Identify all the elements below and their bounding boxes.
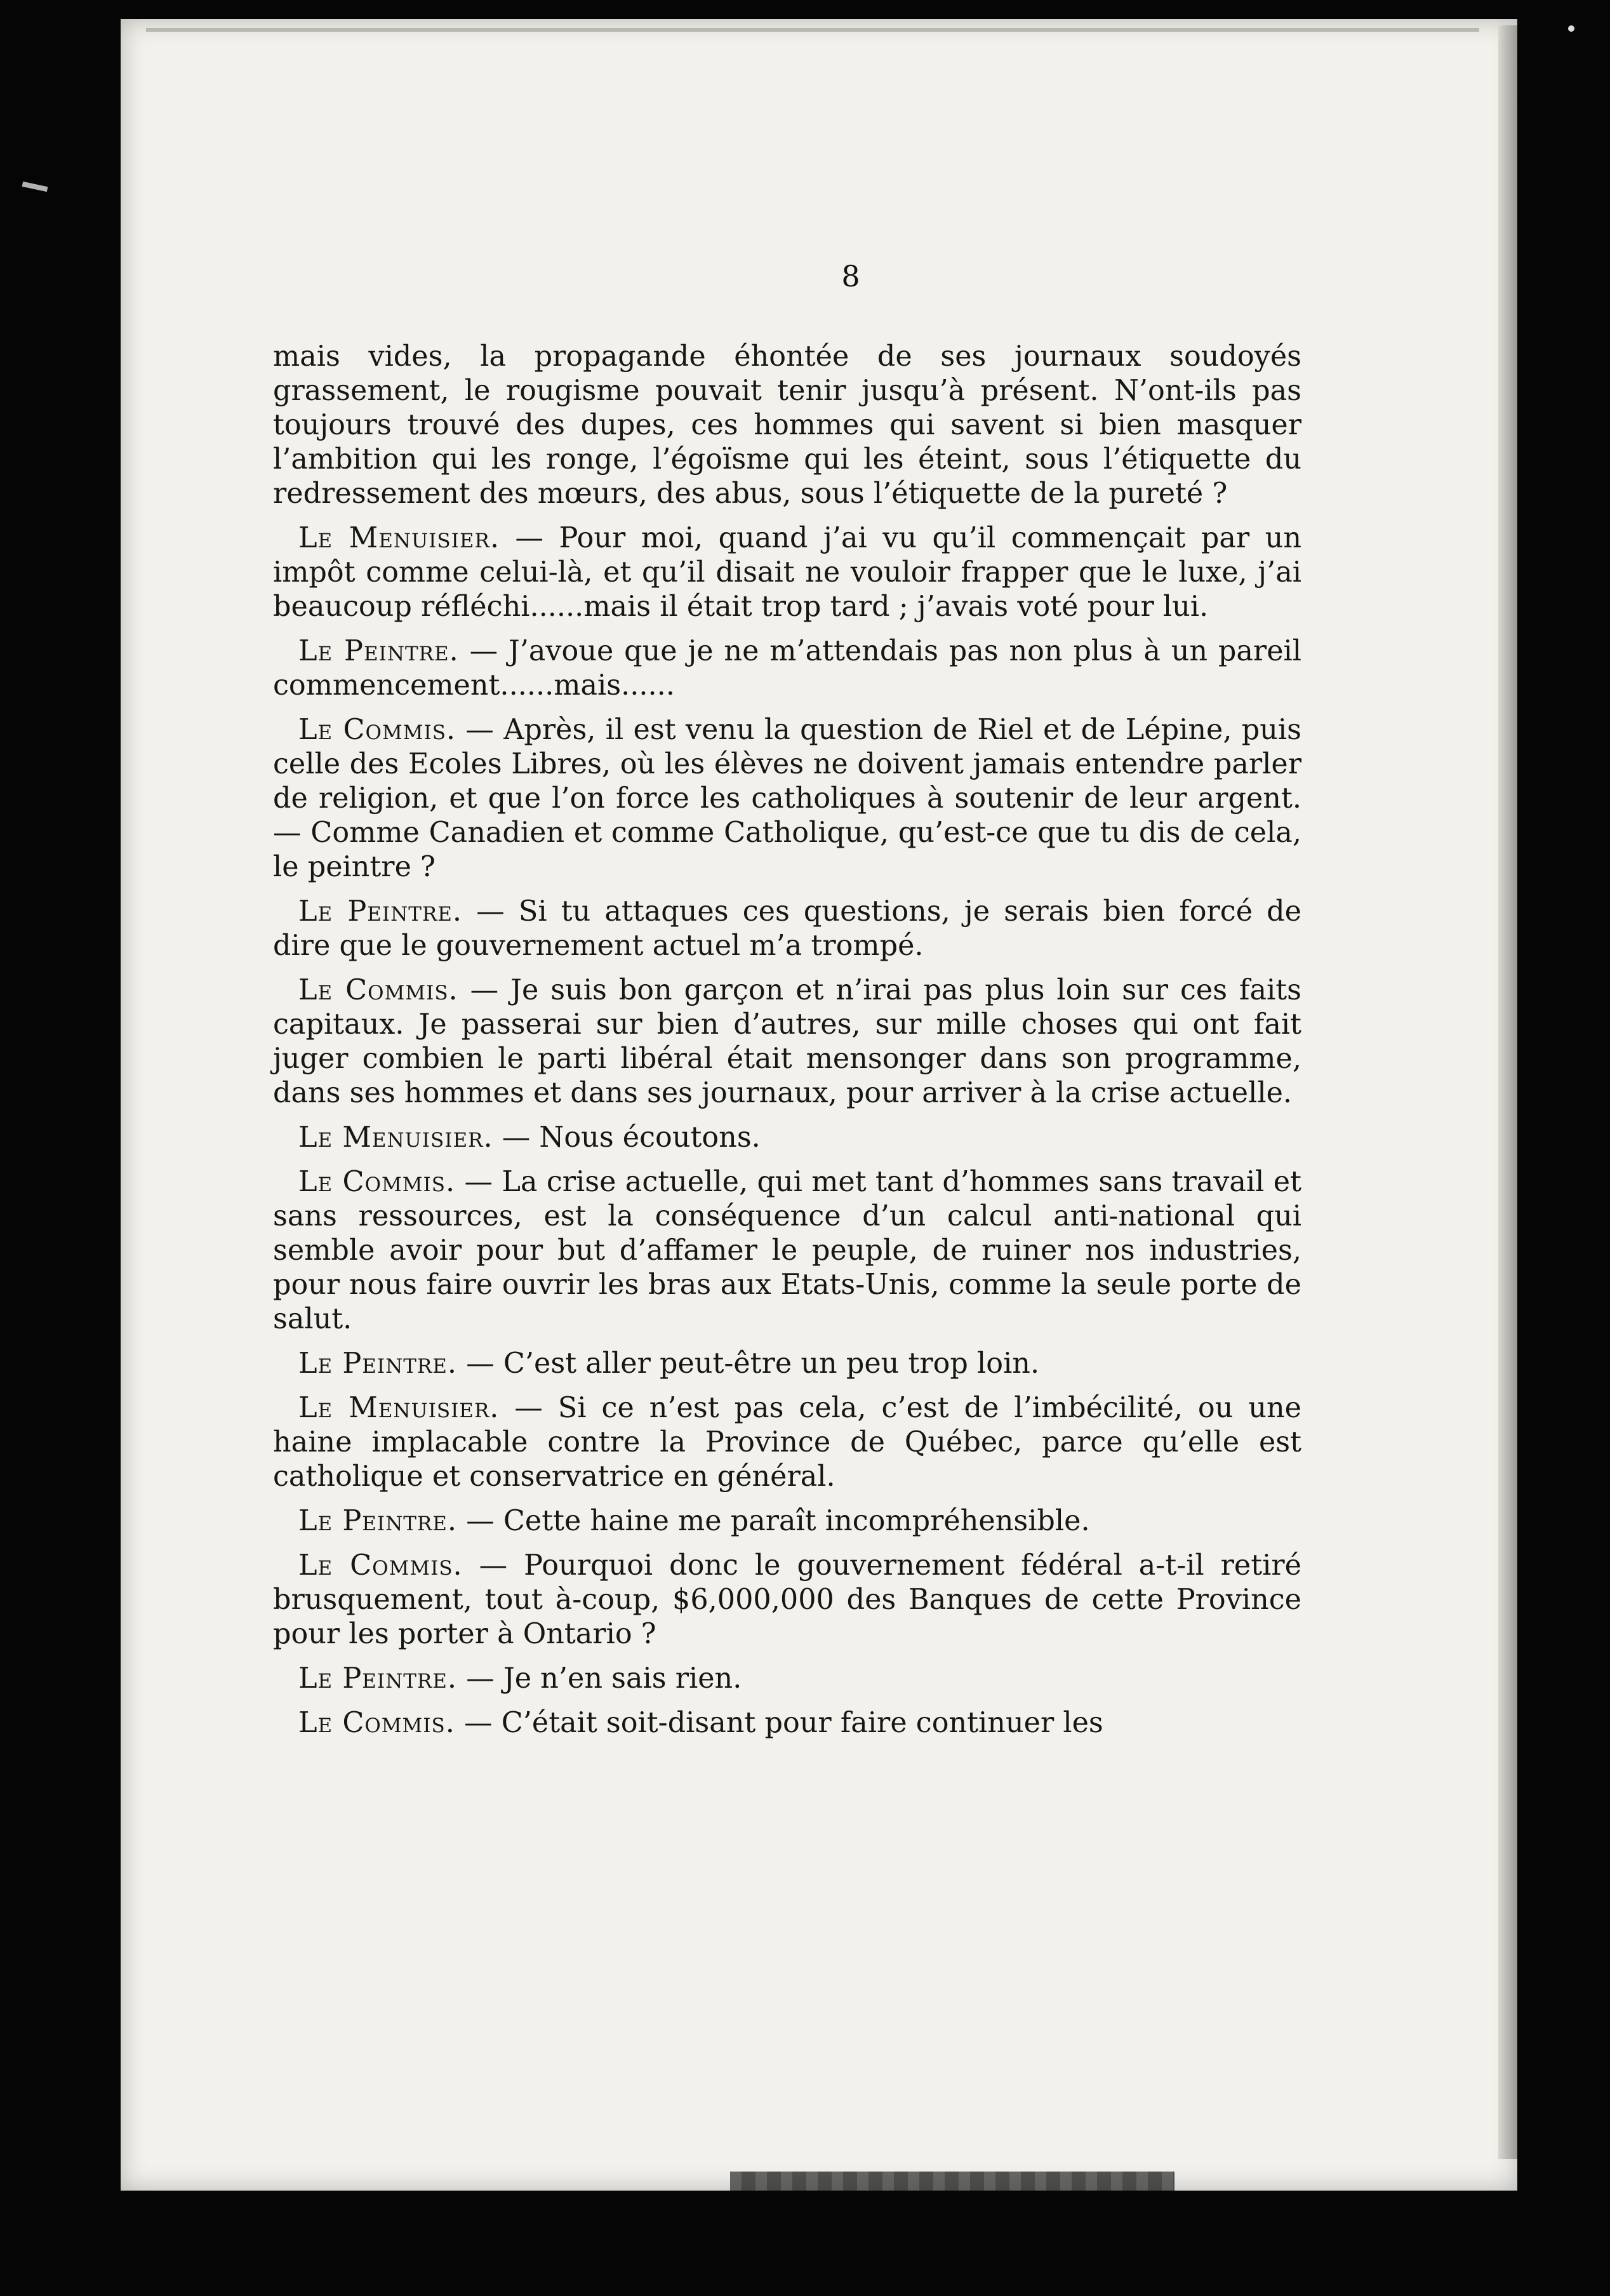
dialogue-paragraph bbox=[273, 1121, 1301, 1155]
paragraph-text: mais vides, la propagande éhontée de ses journaux soudoyés grassement, le rougisme pouvait tenir jusqu’à présent. N’ont-ils pas toujours trouvé des dupes, ces hommes qui savent si bien masquer l’ambition qui les ronge, l’égoïsme qui les éteint, sous l’étiquette du redressement des mœurs, des abus, sous l’étiquette de la pureté ? bbox=[273, 340, 1301, 510]
dialogue-text: — Pourquoi donc le gouvernement fédéral a-t-il retiré brusquement, tout à-coup, $6,000,000 des Banques de cette Province pour les porter à Ontario ? bbox=[273, 1549, 1301, 1650]
dialogue-paragraph bbox=[273, 634, 1301, 703]
dialogue-text: — Cette haine me paraît incompréhensible. bbox=[466, 1505, 1090, 1537]
dialogue-paragraph bbox=[273, 1549, 1301, 1652]
dialogue-text: — Je n’en sais rien. bbox=[466, 1662, 742, 1695]
dialogue-paragraph bbox=[273, 521, 1301, 624]
body-text bbox=[273, 340, 1301, 1751]
scan-smudge bbox=[730, 2172, 1174, 2191]
dialogue-text: — Si ce n’est pas cela, c’est de l’imbécilité, ou une haine implacable contre la Province de Québec, parce qu’elle est catholique et conservatrice en général. bbox=[273, 1392, 1301, 1493]
speaker-name: Le Peintre. bbox=[298, 635, 459, 667]
dialogue-paragraph bbox=[273, 1391, 1301, 1494]
page-number: 8 bbox=[841, 259, 860, 293]
speaker-name: Le Peintre. bbox=[298, 1662, 458, 1695]
dialogue-text: — Après, il est venu la question de Riel et de Lépine, puis celle des Ecoles Libres, où les élèves ne doivent jamais entendre parler de religion, et que l’on force les catholiques à soutenir de leur argent. — Comme Canadien et comme Catholique, qu’est-ce que tu dis de cela, le peintre ? bbox=[273, 714, 1301, 883]
dialogue-paragraph bbox=[273, 1165, 1301, 1337]
scan-speck bbox=[1568, 25, 1574, 32]
dialogue-text: — Si tu attaques ces questions, je serais bien forcé de dire que le gouvernement actuel m’a trompé. bbox=[273, 895, 1301, 962]
dialogue-text: — C’est aller peut-être un peu trop loin. bbox=[466, 1347, 1040, 1380]
paragraph bbox=[273, 340, 1301, 511]
dialogue-paragraph bbox=[273, 1347, 1301, 1381]
dialogue-text: — J’avoue que je ne m’attendais pas non plus à un pareil commencement......mais...... bbox=[273, 635, 1302, 702]
dialogue-paragraph bbox=[273, 1662, 1301, 1696]
speaker-name: Le Commis. bbox=[298, 1707, 455, 1739]
dialogue-text: — La crise actuelle, qui met tant d’hommes sans travail et sans ressources, est la conséquence d’un calcul anti-national qui semble avoir pour but d’affamer le peuple, de ruiner nos industries, pour nous faire ouvrir les bras aux Etats-Unis, comme la seule porte de salut. bbox=[273, 1166, 1301, 1335]
speaker-name: Le Menuisier. bbox=[298, 1392, 500, 1424]
dialogue-text: — Nous écoutons. bbox=[502, 1121, 761, 1154]
dialogue-text: — C’était soit-disant pour faire continuer les bbox=[464, 1707, 1103, 1739]
page-top-rule bbox=[146, 28, 1479, 32]
page-edge bbox=[1498, 25, 1517, 2159]
speaker-name: Le Menuisier. bbox=[298, 522, 500, 554]
dialogue-text: — Pour moi, quand j’ai vu qu’il commençait par un impôt comme celui-là, et qu’il disait ne vouloir frapper que le luxe, j’ai beaucoup réfléchi......mais il était trop tard ; j’avais voté pour lui. bbox=[273, 522, 1301, 623]
dialogue-paragraph bbox=[273, 973, 1301, 1111]
speaker-name: Le Peintre. bbox=[298, 1505, 458, 1537]
dialogue-paragraph bbox=[273, 1706, 1301, 1740]
dialogue-paragraph bbox=[273, 1504, 1301, 1538]
speaker-name: Le Commis. bbox=[298, 1549, 463, 1582]
dialogue-paragraph bbox=[273, 713, 1301, 884]
speaker-name: Le Commis. bbox=[298, 714, 456, 746]
dialogue-text: — Je suis bon garçon et n’irai pas plus loin sur ces faits capitaux. Je passerai sur bien d’autres, sur mille choses qui ont fait juger combien le parti libéral était mensonger dans son programme, dans ses hommes et dans ses journaux, pour arriver à la crise actuelle. bbox=[273, 974, 1301, 1109]
dialogue-paragraph bbox=[273, 895, 1301, 963]
speaker-name: Le Commis. bbox=[298, 974, 458, 1006]
speaker-name: Le Peintre. bbox=[298, 1347, 458, 1380]
speaker-name: Le Commis. bbox=[298, 1166, 456, 1198]
speaker-name: Le Peintre. bbox=[298, 895, 463, 928]
speaker-name: Le Menuisier. bbox=[298, 1121, 493, 1154]
